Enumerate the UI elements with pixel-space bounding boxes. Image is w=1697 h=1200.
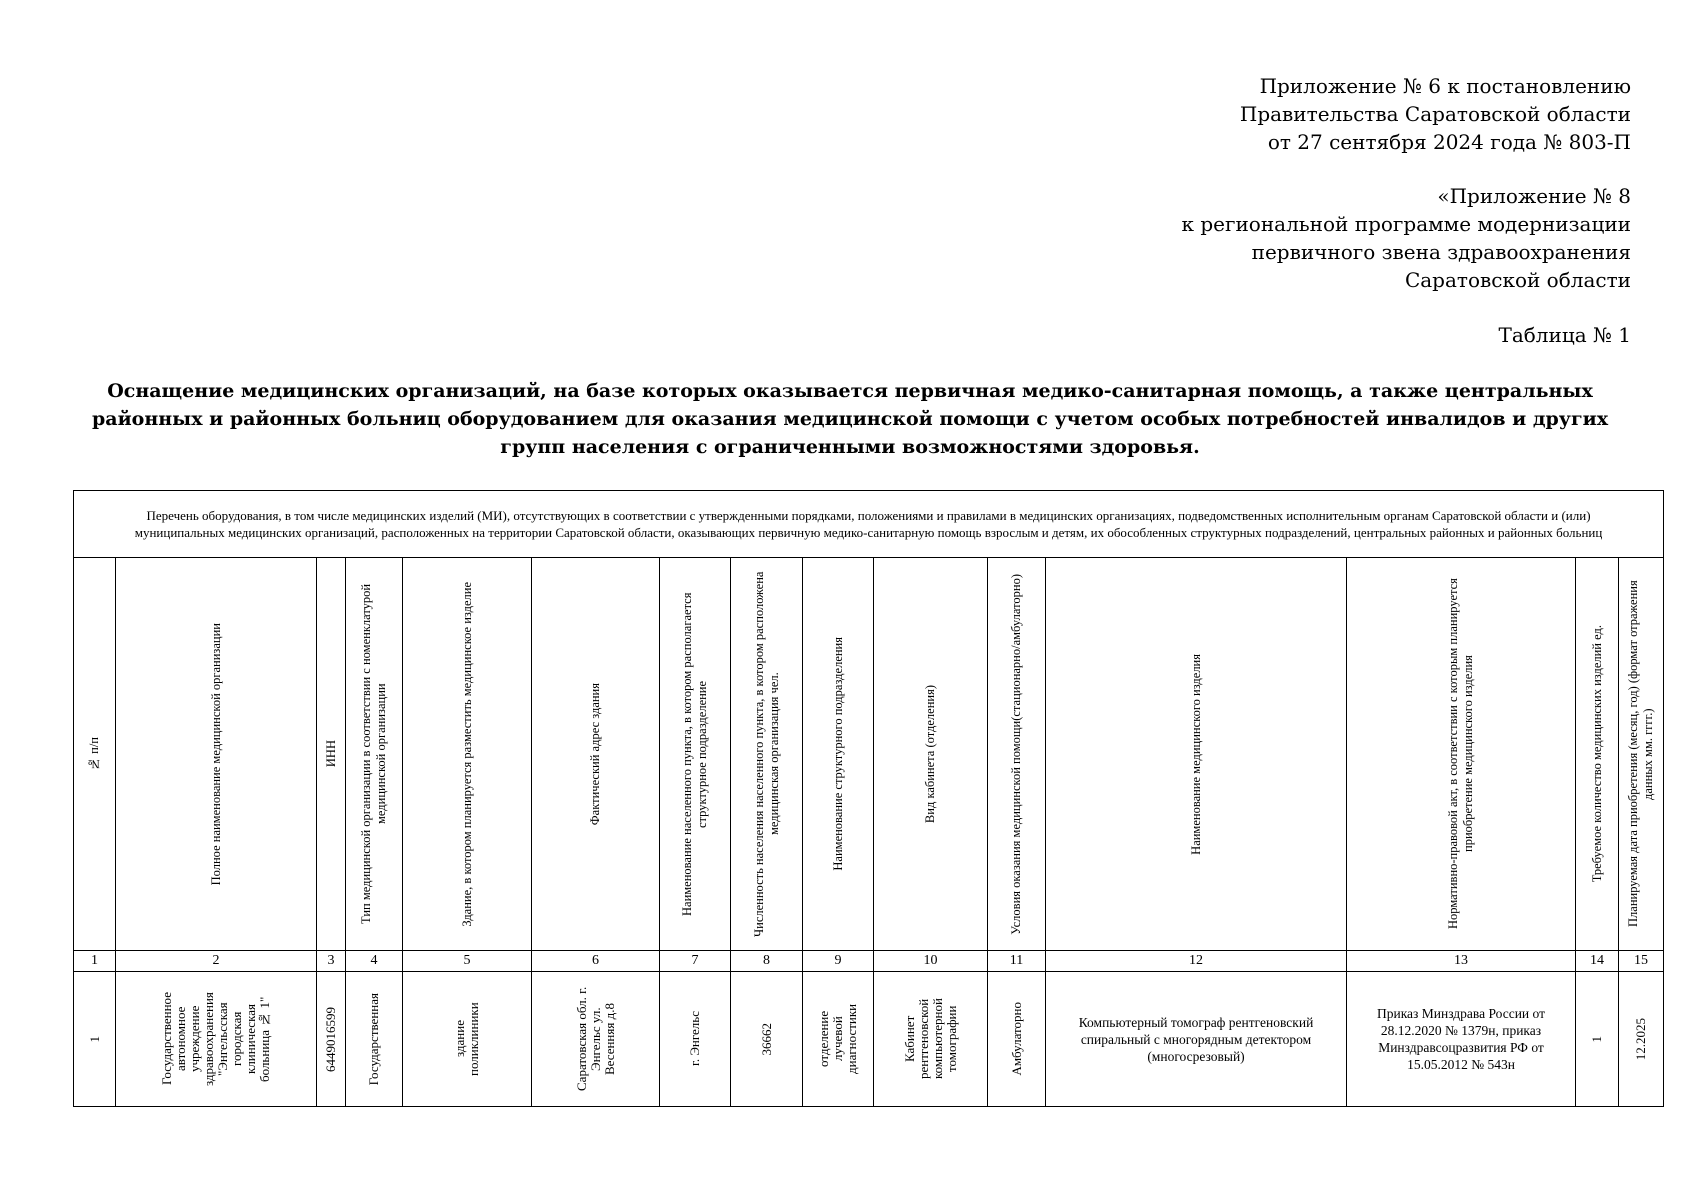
column-header-text: Планируемая дата приобретения (месяц, год) (формат отражения данных мм. гггг.): [1626, 580, 1656, 928]
cell-subdivision-text: отделение лучевой диагностики: [816, 1003, 859, 1075]
column-header-text: Наименование структурного подразделения: [830, 637, 845, 871]
column-number: 11: [988, 951, 1046, 972]
column-header-text: Наименование медицинского изделия: [1188, 653, 1203, 855]
column-number-row: [74, 951, 1664, 972]
cell-locality: [660, 972, 731, 1107]
column-number: 15: [1619, 951, 1664, 972]
column-header: [803, 558, 874, 951]
cell-device: Компьютерный томограф рентгеновский спиральный с многорядным детектором (многосрезовый): [1046, 972, 1347, 1107]
column-header: [988, 558, 1046, 951]
appendix8-line: Саратовской области: [1404, 268, 1631, 292]
appendix6-line: Приложение № 6 к постановлению: [1259, 74, 1631, 98]
cell-cabinet: [874, 972, 988, 1107]
equipment-table: [73, 490, 1664, 1107]
column-number: 9: [803, 951, 874, 972]
column-header: [874, 558, 988, 951]
appendix-6-reference: [1240, 72, 1631, 156]
column-number: 2: [116, 951, 317, 972]
appendix8-line: к региональной программе модернизации: [1181, 212, 1631, 236]
cell-num-text: 1: [86, 1035, 102, 1043]
column-header-text: Полное наименование медицинской организации: [208, 622, 223, 886]
column-header: [1046, 558, 1347, 951]
column-header-text: Нормативно-правовой акт, в соответствии с которым планируется приобретение медицинского изделия: [1446, 578, 1475, 930]
column-header: [1347, 558, 1576, 951]
column-number: 4: [346, 951, 403, 972]
column-number: 5: [403, 951, 532, 972]
column-header: [317, 558, 346, 951]
cell-building-text: здание поликлиники: [452, 1002, 481, 1076]
cell-population-text: 36662: [758, 1022, 774, 1056]
cell-quantity-text: 1: [1589, 1035, 1604, 1043]
column-number: 1: [74, 951, 116, 972]
appendix8-line: «Приложение № 8: [1437, 184, 1631, 208]
cell-address: [532, 972, 660, 1107]
cell-building: [403, 972, 532, 1107]
column-header-text: Требуемое количество медицинских изделий ед.: [1589, 625, 1604, 883]
cell-org-type-text: Государственная: [366, 992, 381, 1086]
appendix8-line: первичного звена здравоохранения: [1251, 240, 1631, 264]
column-number: 6: [532, 951, 660, 972]
column-header-text: Вид кабинета (отделения): [923, 684, 937, 824]
column-number: 3: [317, 951, 346, 972]
column-header-text: Тип медицинской организации в соответствии с номенклатурой медицинской организации: [359, 583, 388, 925]
column-number: 7: [660, 951, 731, 972]
column-header: [731, 558, 803, 951]
column-header-text: Здание, в котором планируется разместить медицинское изделие: [459, 581, 474, 927]
cell-inn-text: 6449016599: [323, 1006, 338, 1072]
appendix6-line: от 27 сентября 2024 года № 803-П: [1267, 130, 1631, 154]
cell-date-text: 12.2025: [1633, 1017, 1649, 1061]
column-number: 8: [731, 951, 803, 972]
cell-address-text: Саратовская обл. г. Энгельс ул. Весенняя д.8: [573, 986, 617, 1092]
document-title: Оснащение медицинских организаций, на базе которых оказывается первичная медико-санитарная помощь, а также центральных районных и районных больниц оборудованием для оказания медицинской помощи с учетом особых потребностей инвалидов и других групп населения с ограниченными возможностями здоровья.: [91, 380, 1609, 458]
cell-org-name: [116, 972, 317, 1107]
column-header: [660, 558, 731, 951]
column-header: [1576, 558, 1619, 951]
column-header: [532, 558, 660, 951]
table-caption: Перечень оборудования, в том числе медицинских изделий (МИ), отсутствующих в соответствии с утвержденными порядками, положениями и правилами в медицинских организациях, подведомственных исполнительным органам Саратовской области и (или) муниципальных медицинских организаций, расположенных на территории Саратовской области, оказывающих первичную медико-санитарную помощь взрослым и детям, их обособленных структурных подразделений, центральных районных и районных больниц: [74, 491, 1664, 558]
appendix6-line: Правительства Саратовской области: [1239, 102, 1631, 126]
column-header-text: № п/п: [87, 737, 101, 771]
column-number: 12: [1046, 951, 1347, 972]
column-number: 14: [1576, 951, 1619, 972]
column-number: 13: [1347, 951, 1576, 972]
column-header-text: Фактический адрес здания: [588, 682, 602, 826]
column-header-text: Условия оказания медицинской помощи(стационарно/амбулаторно): [1009, 573, 1023, 935]
cell-quantity: [1576, 972, 1619, 1107]
column-header: [403, 558, 532, 951]
appendix-8-reference: [1181, 182, 1631, 294]
cell-inn: [317, 972, 346, 1107]
column-header: [1619, 558, 1664, 951]
cell-legal-act: Приказ Минздрава России от 28.12.2020 № 1379н, приказ Минздравсоцразвития РФ от 15.05.2012 № 543н: [1347, 972, 1576, 1107]
column-header: [116, 558, 317, 951]
column-header-text: Наименование населенного пункта, в котором располагается структурное подразделение: [680, 592, 709, 916]
cell-conditions-text: Амбулаторно: [1008, 1002, 1024, 1076]
cell-population: [731, 972, 803, 1107]
column-header-text: ИНН: [323, 740, 338, 768]
column-header: [74, 558, 116, 951]
cell-conditions: [988, 972, 1046, 1107]
cell-org-name-text: Государственное автономное учреждение здравоохранения "Энгельсская городская клиническая больница № 1": [159, 992, 272, 1086]
table-number: Таблица № 1: [1498, 323, 1631, 347]
cell-subdivision: [803, 972, 874, 1107]
table-row: [74, 972, 1664, 1107]
column-number: 10: [874, 951, 988, 972]
cell-num: [74, 972, 116, 1107]
cell-date: [1619, 972, 1664, 1107]
cell-cabinet-text: Кабинет рентгеновской компьютерной томографии: [901, 998, 959, 1080]
cell-org-type: [346, 972, 403, 1107]
column-header: [346, 558, 403, 951]
cell-locality-text: г. Энгельс: [687, 1011, 702, 1067]
column-header-text: Численность населения населенного пункта, в котором расположена медицинская организация чел.: [751, 571, 781, 937]
